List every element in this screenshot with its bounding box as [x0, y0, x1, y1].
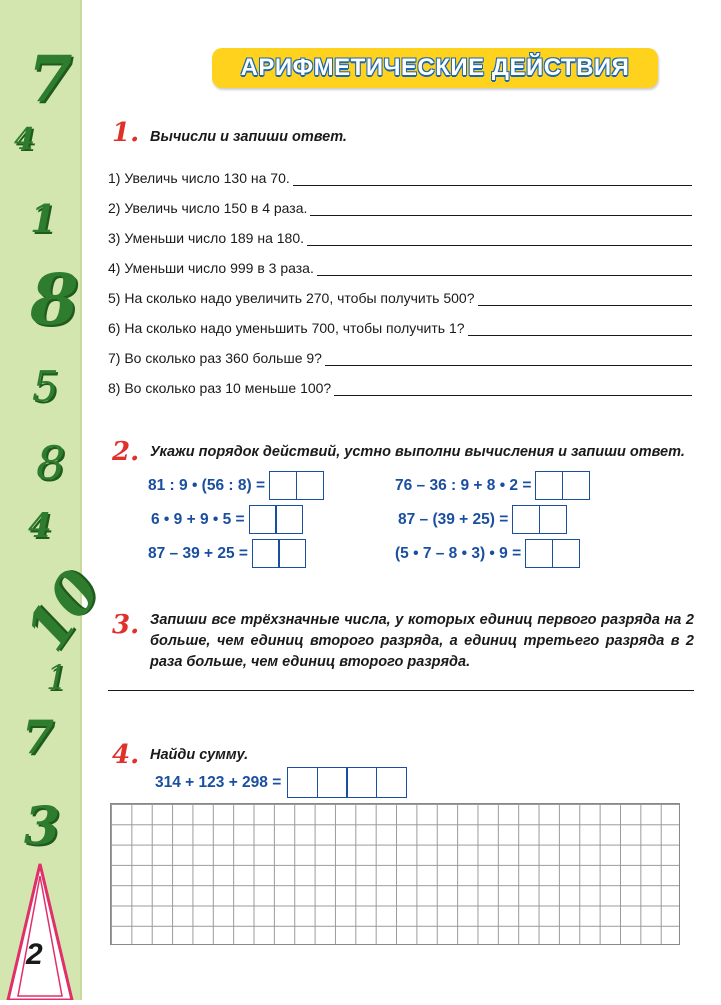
answer-cell[interactable] — [278, 539, 306, 568]
answer-line[interactable] — [325, 351, 692, 366]
answer-line[interactable] — [293, 171, 692, 186]
answer-cell[interactable] — [512, 505, 540, 534]
answer-boxes[interactable] — [269, 471, 324, 500]
task-question: 2) Увеличь число 150 в 4 раза. — [108, 200, 308, 216]
answer-cell[interactable] — [296, 471, 324, 500]
task-line — [108, 346, 692, 366]
expression-text: (5 • 7 – 8 • 3) • 9 = — [395, 544, 522, 562]
answer-boxes[interactable] — [535, 471, 590, 500]
sidebar-digit: 1 — [30, 196, 57, 241]
task-number: 3. — [112, 610, 140, 640]
math-expression — [395, 471, 590, 500]
expression-text: 6 • 9 + 9 • 5 = — [151, 510, 245, 528]
answer-cell[interactable] — [317, 767, 348, 798]
answer-cell[interactable] — [376, 767, 407, 798]
title-banner — [212, 48, 658, 88]
sidebar-digit: 4 — [14, 122, 35, 157]
answer-cell[interactable] — [535, 471, 563, 500]
sidebar-decoration — [0, 0, 115, 1000]
page-title: АРИФМЕТИЧЕСКИЕ ДЕЙСТВИЯ — [240, 54, 630, 81]
expression-text: 76 – 36 : 9 + 8 • 2 = — [395, 476, 532, 494]
answer-cell[interactable] — [562, 471, 590, 500]
expression-text: 87 – 39 + 25 = — [148, 544, 248, 562]
task-question: 4) Уменьши число 999 в 3 раза. — [108, 260, 314, 276]
task-heading: Укажи порядок действий, устно выполни вычисления и запиши ответ. — [150, 444, 685, 460]
task-number: 1. — [112, 118, 140, 148]
task-heading: Вычисли и запиши ответ. — [150, 129, 347, 145]
answer-line[interactable] — [478, 291, 693, 306]
task-question: 1) Увеличь число 130 на 70. — [108, 170, 290, 186]
answer-cell[interactable] — [249, 505, 277, 534]
answer-boxes[interactable] — [252, 539, 307, 568]
task-line — [108, 226, 692, 246]
math-expression — [148, 539, 306, 568]
expression-text: 314 + 123 + 298 = — [155, 773, 282, 791]
answer-cell[interactable] — [287, 767, 318, 798]
answer-cell[interactable] — [539, 505, 567, 534]
task-question: 6) На сколько надо уменьшить 700, чтобы получить 1? — [108, 320, 465, 336]
task-line — [108, 376, 692, 396]
sidebar-digit: 8 — [36, 436, 66, 490]
page-corner-triangle — [0, 860, 80, 1000]
answer-boxes[interactable] — [512, 505, 567, 534]
answer-cell[interactable] — [275, 505, 303, 534]
math-expression — [151, 505, 303, 534]
sidebar-digit: 3 — [24, 796, 61, 857]
sidebar-digit: 8 — [30, 258, 79, 341]
answer-boxes[interactable] — [525, 539, 580, 568]
answer-cell[interactable] — [525, 539, 553, 568]
answer-line[interactable] — [334, 381, 692, 396]
answer-cell[interactable] — [252, 539, 280, 568]
expression-text: 81 : 9 • (56 : 8) = — [148, 476, 265, 494]
sidebar-digit: 10 — [12, 557, 115, 664]
answer-boxes[interactable] — [249, 505, 304, 534]
task-question: 7) Во сколько раз 360 больше 9? — [108, 350, 322, 366]
math-expression — [398, 505, 567, 534]
answer-line[interactable] — [317, 261, 692, 276]
answer-line[interactable] — [307, 231, 692, 246]
sidebar-digit: 5 — [32, 362, 59, 411]
task-heading: Найди сумму. — [150, 747, 249, 763]
math-expression — [148, 471, 324, 500]
sidebar-digit: 7 — [28, 42, 73, 117]
answer-boxes[interactable] — [287, 767, 407, 798]
answer-line[interactable] — [310, 201, 692, 216]
answer-cell[interactable] — [269, 471, 297, 500]
task-line — [108, 286, 692, 306]
task-question: 3) Уменьши число 189 на 180. — [108, 230, 304, 246]
sidebar-digit: 1 — [46, 658, 68, 698]
math-expression — [395, 539, 580, 568]
task-number: 2. — [112, 437, 140, 467]
squared-grid[interactable] — [110, 803, 680, 945]
task-question: 5) На сколько надо увеличить 270, чтобы получить 500? — [108, 290, 475, 306]
task-line — [108, 256, 692, 276]
sidebar-digit: 4 — [28, 506, 52, 546]
answer-cell[interactable] — [552, 539, 580, 568]
task-number: 4. — [112, 740, 140, 770]
expression-text: 87 – (39 + 25) = — [398, 510, 509, 528]
task-question: 8) Во сколько раз 10 меньше 100? — [108, 380, 332, 396]
sidebar-digit: 7 — [22, 710, 55, 764]
math-expression — [155, 767, 407, 798]
answer-cell[interactable] — [346, 767, 377, 798]
answer-line[interactable] — [468, 321, 692, 336]
task-line — [108, 196, 692, 216]
page-number: 2 — [26, 938, 43, 971]
answer-line[interactable] — [108, 690, 694, 691]
task-line — [108, 316, 692, 336]
task-line — [108, 166, 692, 186]
task-text: Запиши все трёхзначные числа, у которых единиц первого разряда на 2 больше, чем единиц второго разряда, а единиц третьего разряда в 2 раза больше, чем единиц второго разряда. — [150, 612, 694, 670]
